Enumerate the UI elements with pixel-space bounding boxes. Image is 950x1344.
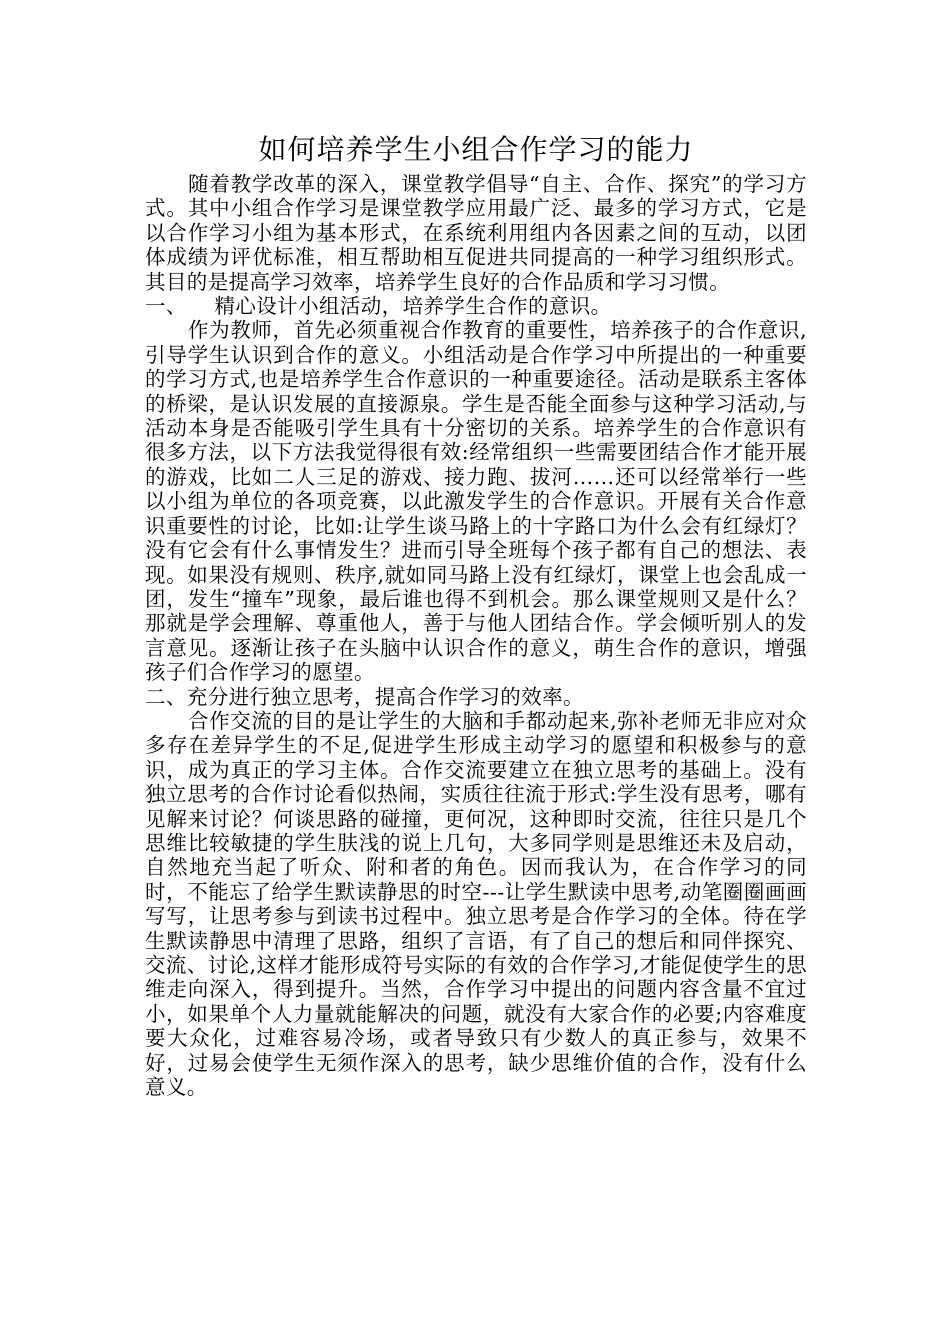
section-2-paragraph: 合作交流的目的是让学生的大脑和手都动起来,弥补老师无非应对众多存在差异学生的不足,促进学生形成主动学习的愿望和积极参与的意识，成为真正的学习主体。合作交流要建立在独立思考的基础上。没有独立思考的合作讨论看似热闹，实质往往流于形式:学生没有思考，哪有见解来讨论？何谈思路的碰撞，更何况，这种即时交流，往往只是几个思维比较敏捷的学生肤浅的说上几句，大多同学则是思维还未及启动，自然地充当起了听众、附和者的角色。因而我认为，在合作学习的同时，不能忘了给学生默读静思的时空---让学生默读中思考,动笔圈圈画画写写，让思考参与到读书过程中。独立思考是合作学习的全体。待在学生默读静思中清理了思路，组织了言语，有了自己的想后和同伴探究、交流、讨论,这样才能形成符号实际的有效的合作学习,才能促使学生的思维走向深入，得到提升。当然，合作学习中提出的问题内容含量不宜过小，如果单个人力量就能解决的问题，就没有大家合作的必要;内容难度要大众化，过难容易冷场，或者导致只有少数人的真正参与，效果不好，过易会使学生无须作深入的思考，缺少思维价值的合作，没有什么意义。	[145, 708, 807, 1100]
section-1-paragraph: 作为教师，首先必须重视合作教育的重要性，培养孩子的合作意识,引导学生认识到合作的意义。小组活动是合作学习中所提出的一种重要的学习方式,也是培养学生合作意识的一种重要途径。活动是联系主客体的桥梁，是认识发展的直接源泉。学生是否能全面参与这种学习活动,与活动本身是否能吸引学生具有十分密切的关系。培养学生的合作意识有很多方法，以下方法我觉得很有效:经常组织一些需要团结合作才能开展的游戏，比如二人三足的游戏、接力跑、拔河……还可以经常举行一些以小组为单位的各项竞赛，以此激发学生的合作意识。开展有关合作意识重要性的讨论，比如:让学生谈马路上的十字路口为什么会有红绿灯？没有它会有什么事情发生？进而引导全班每个孩子都有自己的想法、表现。如果没有规则、秩序,就如同马路上没有红绿灯，课堂上也会乱成一团，发生“撞车”现象，最后谁也得不到机会。那么课堂规则又是什么？那就是学会理解、尊重他人，善于与他人团结合作。学会倾听别人的发言意见。逐渐让孩子在头脑中认识合作的意义，萌生合作的意识，增强孩子们合作学习的愿望。	[145, 318, 807, 685]
document-title: 如何培养学生小组合作学习的能力	[258, 133, 694, 166]
section-1-heading: 一、 精心设计小组活动，培养学生合作的意识。	[145, 294, 612, 319]
document-page	[145, 128, 807, 1099]
section-2-heading: 二、充分进行独立思考，提高合作学习的效率。	[145, 684, 584, 709]
intro-paragraph: 随着教学改革的深入，课堂教学倡导“自主、合作、探究”的学习方式。其中小组合作学习是课堂教学应用最广泛、最多的学习方式，它是以合作学习小组为基本形式，在系统利用组内各因素之间的互动，以团体成绩为评优标准，相互帮助相互促进共同提高的一种学习组织形式。其目的是提高学习效率，培养学生良好的合作品质和学习习惯。	[145, 172, 807, 294]
